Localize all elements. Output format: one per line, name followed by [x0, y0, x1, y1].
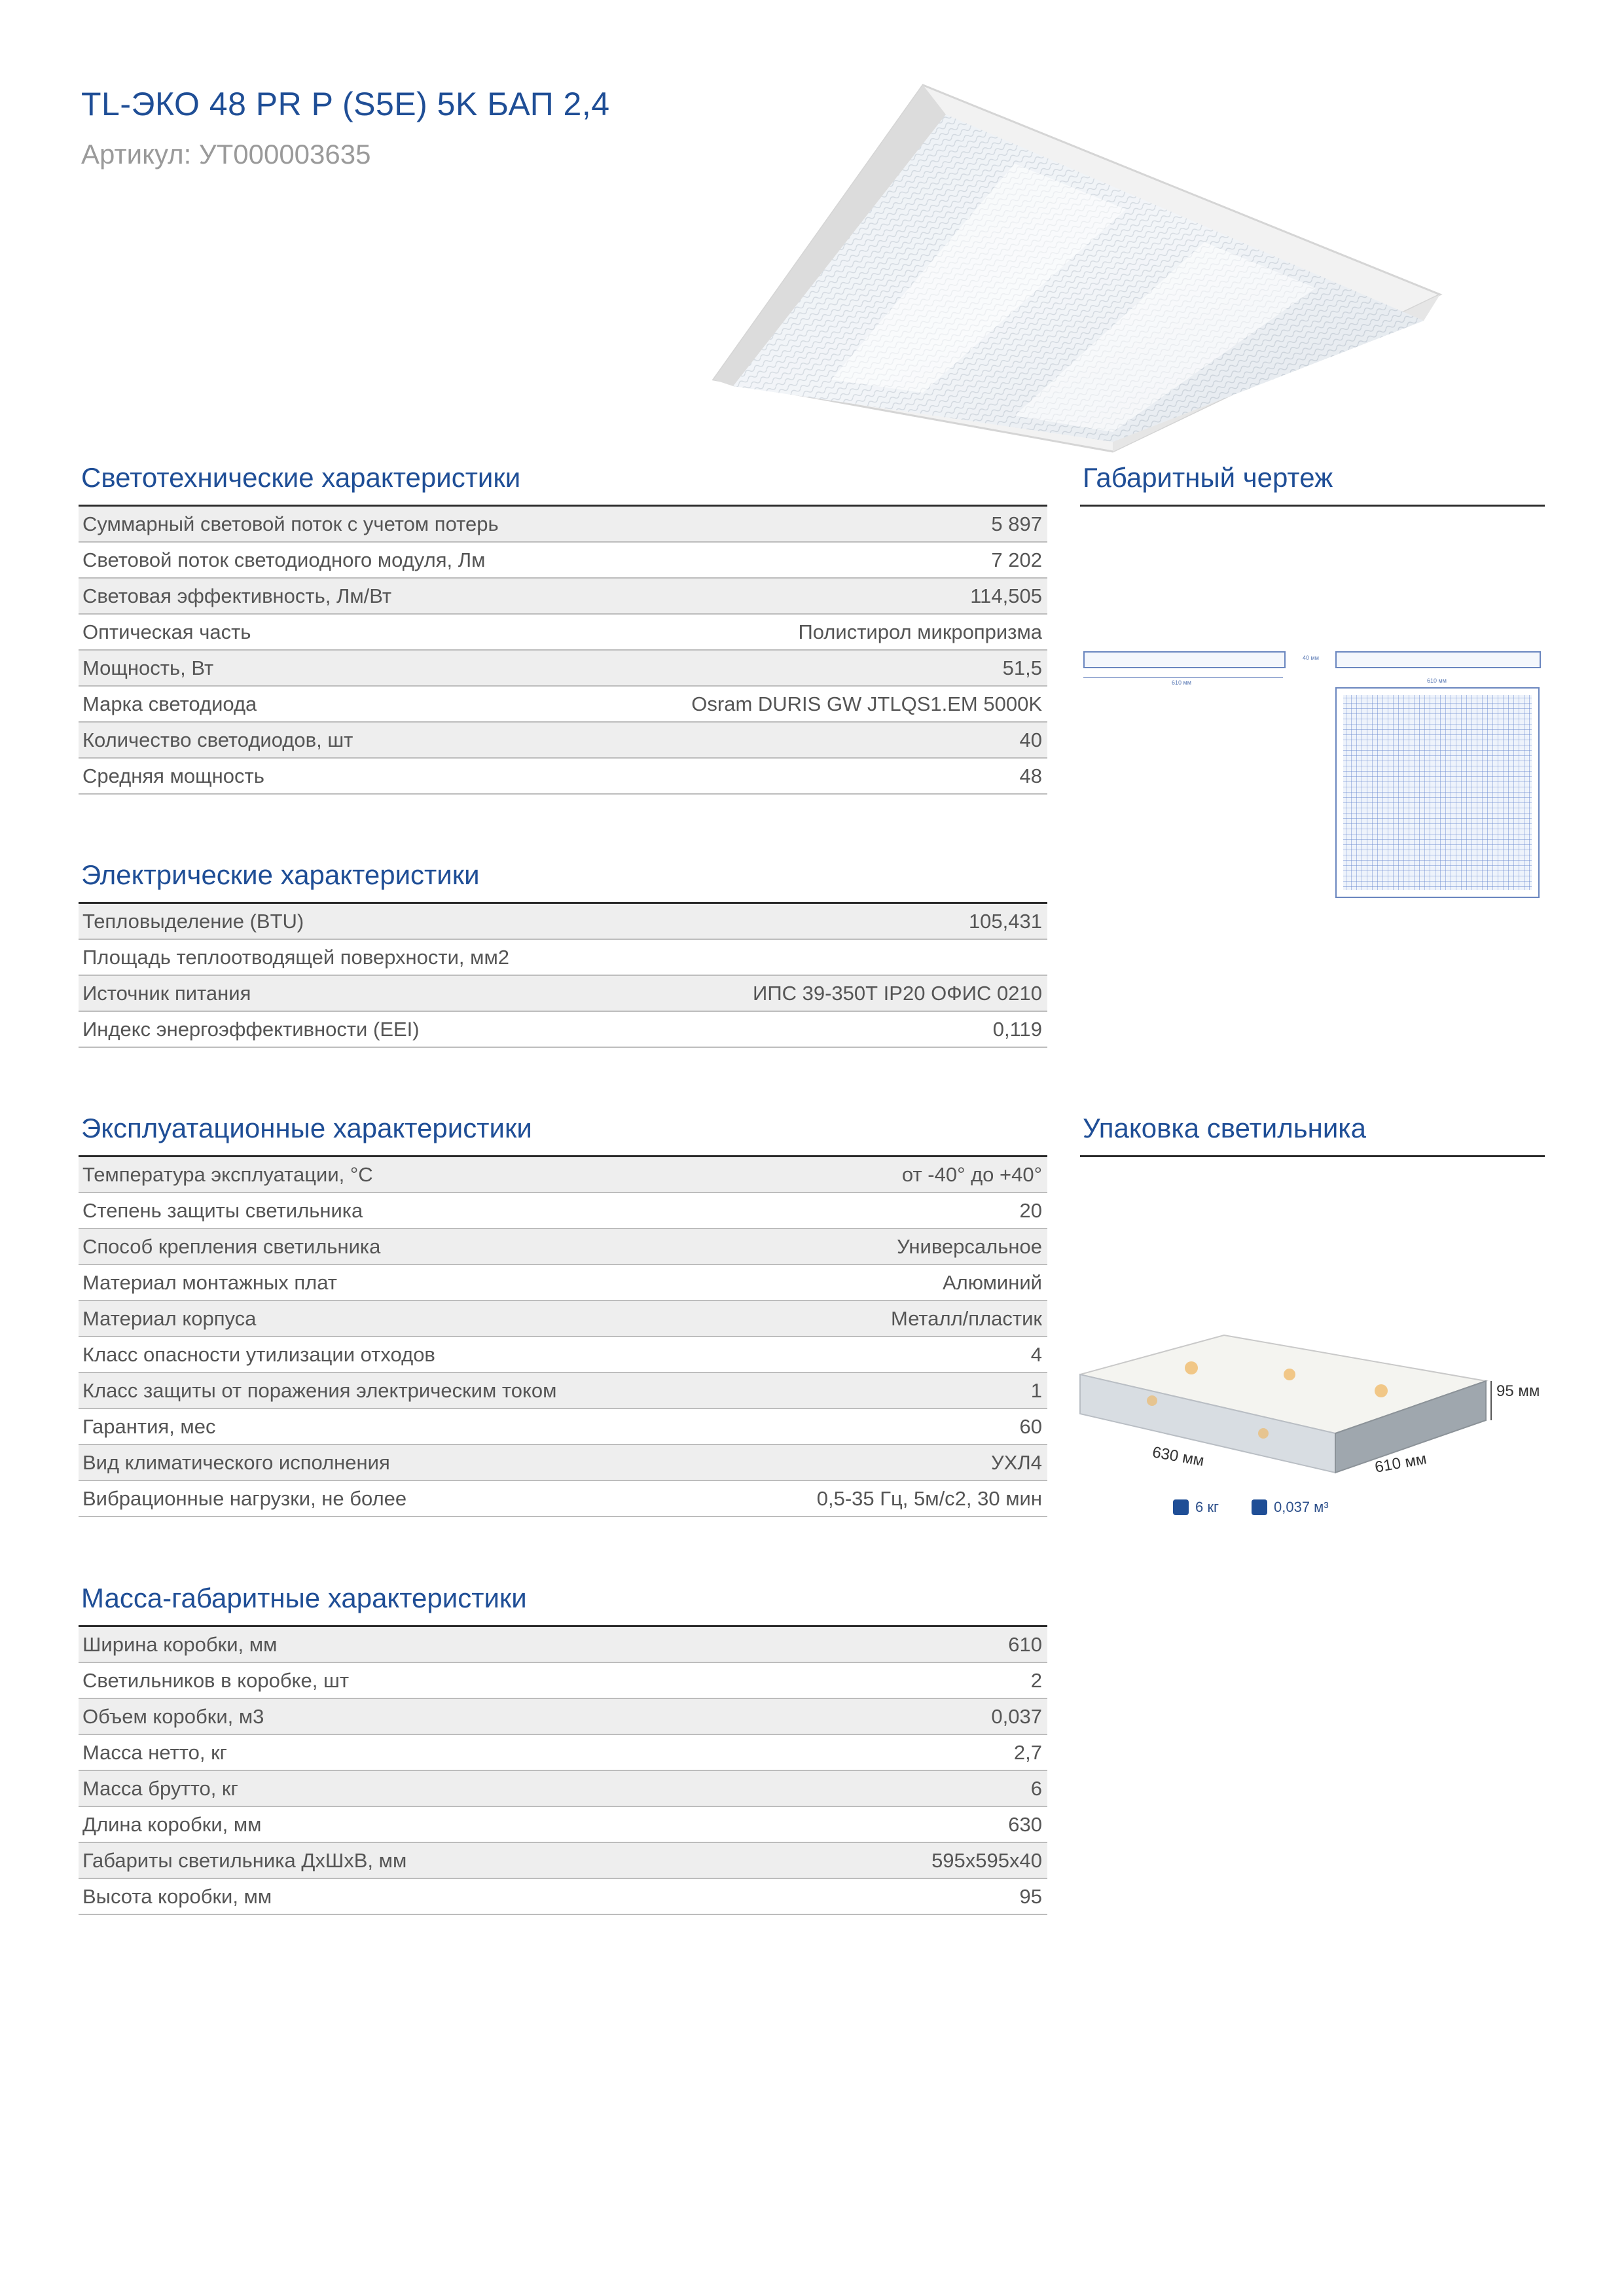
row-label: Материал монтажных плат — [82, 1270, 337, 1294]
row-value: 4 — [1030, 1342, 1042, 1366]
table-row — [79, 1807, 1047, 1843]
table-row — [79, 1012, 1047, 1048]
row-label: Материал корпуса — [82, 1306, 257, 1330]
row-label: Количество светодиодов, шт — [82, 728, 353, 751]
row-value: 0,037 — [991, 1704, 1042, 1728]
package-volume-value: 0,037 м³ — [1274, 1499, 1329, 1515]
light-spec-table — [79, 507, 1047, 795]
package-length-label: 630 мм — [1151, 1443, 1206, 1470]
row-label: Температура эксплуатации, °С — [82, 1162, 373, 1186]
row-value: 2,7 — [1013, 1740, 1042, 1764]
drawing-side-view — [1083, 651, 1286, 668]
row-label: Вибрационные нагрузки, не более — [82, 1486, 407, 1510]
table-row — [79, 940, 1047, 976]
electric-section-title: Электрические характеристики — [81, 859, 480, 890]
row-label: Масса брутто, кг — [82, 1776, 238, 1800]
row-label: Высота коробки, мм — [82, 1884, 272, 1908]
row-label: Средняя мощность — [82, 764, 264, 787]
row-label: Объем коробки, м3 — [82, 1704, 264, 1728]
drawing-section-rule — [1080, 505, 1545, 507]
drawing-section-title: Габаритный чертеж — [1083, 462, 1333, 493]
row-label: Степень защиты светильника — [82, 1198, 363, 1222]
table-row — [79, 1481, 1047, 1517]
row-value: 1 — [1030, 1378, 1042, 1402]
row-value: 20 — [1019, 1198, 1042, 1222]
table-row — [79, 1193, 1047, 1229]
row-value: 40 — [1019, 728, 1042, 751]
table-row — [79, 904, 1047, 940]
row-value: Универсальное — [897, 1234, 1042, 1258]
table-row — [79, 1663, 1047, 1699]
weight-icon — [1173, 1499, 1189, 1515]
table-row — [79, 1843, 1047, 1879]
row-value: 0,119 — [992, 1017, 1042, 1041]
drawing-front-grid — [1335, 687, 1540, 898]
row-label: Оптическая часть — [82, 620, 251, 643]
package-volume — [1252, 1499, 1329, 1516]
drawing-front-view-top — [1335, 651, 1541, 668]
row-value: 0,5-35 Гц, 5м/с2, 30 мин — [816, 1486, 1042, 1510]
package-width-label: 610 мм — [1373, 1450, 1428, 1477]
row-value: Алюминий — [942, 1270, 1042, 1294]
table-row — [79, 1627, 1047, 1663]
row-value: от -40° до +40° — [901, 1162, 1042, 1186]
table-row — [79, 579, 1047, 615]
mass-section-title: Масса-габаритные характеристики — [81, 1583, 527, 1613]
mass-spec-table — [79, 1627, 1047, 1915]
row-label: Марка светодиода — [82, 692, 257, 715]
row-label: Площадь теплоотводящей поверхности, мм2 — [82, 945, 509, 969]
row-label: Габариты светильника ДхШхВ, мм — [82, 1848, 407, 1872]
row-label: Источник питания — [82, 981, 251, 1005]
row-label: Длина коробки, мм — [82, 1812, 262, 1836]
row-value: 51,5 — [1002, 656, 1042, 679]
row-label: Класс опасности утилизации отходов — [82, 1342, 435, 1366]
table-row — [79, 759, 1047, 795]
table-row — [79, 1301, 1047, 1337]
row-label: Ширина коробки, мм — [82, 1632, 278, 1656]
table-row — [79, 1445, 1047, 1481]
row-value: Полистирол микропризма — [798, 620, 1042, 643]
drawing-side-height-label: 40 мм — [1303, 655, 1319, 661]
row-label: Мощность, Вт — [82, 656, 214, 679]
row-label: Световая эффективность, Лм/Вт — [82, 584, 392, 607]
row-label: Гарантия, мес — [82, 1414, 216, 1438]
row-value: 7 202 — [991, 548, 1042, 571]
table-row — [79, 1157, 1047, 1193]
row-value: Металл/пластик — [891, 1306, 1042, 1330]
row-label: Суммарный световой поток с учетом потерь — [82, 512, 499, 535]
drawing-side-width-label: 610 мм — [1172, 679, 1191, 686]
table-row — [79, 1409, 1047, 1445]
table-row — [79, 1771, 1047, 1807]
package-weight-value: 6 кг — [1195, 1499, 1219, 1515]
row-value: 630 — [1008, 1812, 1042, 1836]
row-label: Световой поток светодиодного модуля, Лм — [82, 548, 486, 571]
article-number: Артикул: УТ000003635 — [81, 139, 371, 170]
row-value: 60 — [1019, 1414, 1042, 1438]
operation-section-title: Эксплуатационные характеристики — [81, 1113, 532, 1143]
table-row — [79, 1337, 1047, 1373]
table-row — [79, 1879, 1047, 1915]
row-label: Светильников в коробке, шт — [82, 1668, 350, 1692]
volume-icon — [1252, 1499, 1267, 1515]
row-label: Класс защиты от поражения электрическим током — [82, 1378, 557, 1402]
package-section-title: Упаковка светильника — [1083, 1113, 1366, 1143]
row-value: УХЛ4 — [991, 1450, 1042, 1474]
row-label: Индекс энергоэффективности (EEI) — [82, 1017, 420, 1041]
table-row — [79, 507, 1047, 543]
product-title: TL-ЭКО 48 PR P (S5E) 5K БАП 2,4 — [81, 86, 610, 122]
row-label: Способ крепления светильника — [82, 1234, 381, 1258]
row-value: 6 — [1030, 1776, 1042, 1800]
table-row — [79, 1699, 1047, 1735]
table-row — [79, 976, 1047, 1012]
row-label: Масса нетто, кг — [82, 1740, 227, 1764]
row-value: ИПС 39-350Т IP20 ОФИС 0210 — [753, 981, 1042, 1005]
row-label: Тепловыделение (BTU) — [82, 909, 304, 933]
table-row — [79, 687, 1047, 723]
drawing-front-width-label: 610 мм — [1427, 677, 1447, 684]
row-value: 610 — [1008, 1632, 1042, 1656]
row-value: 48 — [1019, 764, 1042, 787]
luminaire-image — [707, 79, 1453, 458]
package-weight — [1173, 1499, 1219, 1516]
table-row — [79, 543, 1047, 579]
table-row — [79, 1265, 1047, 1301]
row-value: 5 897 — [991, 512, 1042, 535]
row-value: 114,505 — [970, 584, 1042, 607]
operation-spec-table — [79, 1157, 1047, 1517]
electric-spec-table — [79, 904, 1047, 1048]
table-row — [79, 1735, 1047, 1771]
table-row — [79, 723, 1047, 759]
row-value: 95 — [1019, 1884, 1042, 1908]
row-value: Osram DURIS GW JTLQS1.EM 5000K — [691, 692, 1042, 715]
package-box-image — [1074, 1322, 1492, 1479]
table-row — [79, 615, 1047, 651]
row-value: 2 — [1030, 1668, 1042, 1692]
table-row — [79, 1373, 1047, 1409]
package-height-label: 95 мм — [1496, 1382, 1540, 1400]
row-value: 105,431 — [968, 909, 1042, 933]
table-row — [79, 651, 1047, 687]
table-row — [79, 1229, 1047, 1265]
light-section-title: Светотехнические характеристики — [81, 462, 521, 493]
package-section-rule — [1080, 1155, 1545, 1157]
row-value: 595x595x40 — [931, 1848, 1042, 1872]
row-label: Вид климатического исполнения — [82, 1450, 390, 1474]
drawing-side-dim-line — [1083, 677, 1283, 678]
